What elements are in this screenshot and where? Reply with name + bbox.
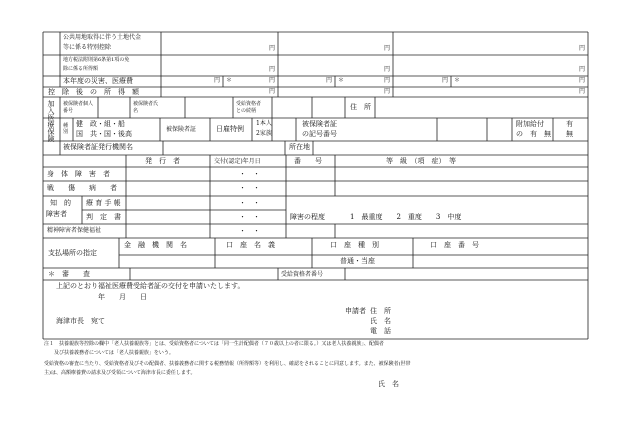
- benefit-yes-option[interactable]: 有: [566, 120, 573, 128]
- date-placeholder[interactable]: ・ ・: [239, 170, 260, 178]
- date-placeholder[interactable]: ・ ・: [239, 227, 260, 235]
- signature-label: 氏 名: [378, 380, 399, 388]
- relation-label-line2: との続柄: [236, 108, 257, 114]
- header-grade: 等 級 （項 症） 等: [386, 157, 456, 165]
- land-expropriation-label-line2: 等に係る特別控除: [63, 44, 112, 51]
- date-placeholder[interactable]: ・ ・: [239, 199, 260, 207]
- yen-unit: 円: [269, 77, 276, 84]
- application-date[interactable]: 年 月 日: [98, 293, 147, 301]
- war-injured-label: 戦 傷 病 者: [47, 184, 117, 192]
- local-tax-label: 地方税法附則第6条第1項の免: [63, 57, 130, 63]
- yen-unit: 円: [326, 77, 333, 84]
- degree-options[interactable]: 1 最重度 2 重度 3 中度: [350, 213, 462, 221]
- prev-year-medical-label: 本年度の災害、医療費: [63, 77, 133, 85]
- yen-unit: 円: [269, 66, 276, 73]
- insured-number-label: 被保険者個人番号: [63, 101, 94, 114]
- relation-label: 受給資格者: [236, 101, 262, 107]
- applicant-name-label: 氏 名: [370, 317, 391, 325]
- cert-symbol-label: 被保険者証: [302, 120, 337, 128]
- date-placeholder[interactable]: ・ ・: [239, 213, 260, 221]
- type-options-line2[interactable]: 国 共・国・後高: [76, 130, 132, 138]
- benefit-label: 附加給付: [516, 120, 544, 128]
- application-statement: 上記のとおり福祉医療費受給者証の交付を申請いたします。: [56, 282, 245, 290]
- type-options[interactable]: 健 政・組・船: [76, 120, 125, 128]
- yen-unit: 円: [384, 66, 391, 73]
- yen-unit: 円: [214, 77, 221, 84]
- payment-place-label: 支払場所の指定: [48, 249, 97, 257]
- yen-unit: 円: [384, 88, 391, 95]
- special-label: 日雇特例: [216, 125, 244, 133]
- type-label: 種別: [63, 123, 69, 135]
- intellectual-label-line2: 障害者: [46, 210, 67, 218]
- review-label: ＊ 審 査: [48, 270, 90, 278]
- local-tax-label-line2: 除に係る所得額: [63, 66, 99, 72]
- yen-unit: 円: [442, 77, 449, 84]
- yen-unit: 円: [579, 88, 586, 95]
- note-1-line2: 及び扶養義務者については「老人扶養親族」をいう。: [44, 350, 174, 356]
- benefit-no-option[interactable]: 無: [566, 130, 573, 138]
- applicant-label: 申請者: [345, 307, 366, 315]
- judgment-label: 判 定 書: [86, 213, 121, 221]
- insured-name-label: 被保険者氏名: [133, 101, 159, 114]
- consent-statement-line2: 主)は、高額療養費の請求及び受領について海津市長に委任します。: [44, 370, 196, 376]
- account-name-label: 口 座 名 義: [226, 241, 275, 249]
- family-label[interactable]: 2家族: [256, 130, 272, 137]
- yen-unit: 円: [579, 66, 586, 73]
- yen-unit: 円: [384, 45, 391, 52]
- yen-unit: 円: [269, 45, 276, 52]
- address-label: 住 所: [350, 103, 371, 111]
- addressee: 海津市長 宛て: [56, 317, 105, 325]
- land-expropriation-label: 公共用地取得に伴う土地代金: [63, 34, 142, 41]
- account-number-label: 口 座 番 号: [430, 241, 479, 249]
- care-handbook-label: 療 育 手 帳: [86, 199, 121, 207]
- yen-unit: 円: [269, 88, 276, 95]
- after-deduction-label: 控 除 後 の 所 得 額: [48, 88, 139, 96]
- account-type-options[interactable]: 普通・当座: [340, 257, 375, 265]
- bank-label: 金 融 機 関 名: [124, 241, 187, 249]
- issuer-label: 被保険者証発行機関名: [63, 143, 133, 151]
- date-placeholder[interactable]: ・ ・: [239, 184, 260, 192]
- applicant-address-label: 住 所: [370, 307, 391, 315]
- benefit-label-line2: の 有 無: [516, 130, 551, 138]
- header-date: 交付(認定)年月日: [214, 158, 261, 165]
- asterisk-mark: ＊: [226, 77, 233, 84]
- location-label: 所在地: [289, 143, 310, 151]
- yen-unit: 円: [384, 77, 391, 84]
- degree-label: 障害の程度: [290, 213, 325, 221]
- insurance-vertical-label: 加入医療保険: [47, 100, 55, 143]
- note-1: 注１ 扶養親族等控除の欄中「老人扶養親族等」とは、受給資格者については「同一生計配偶者（７０歳以上の者に限る。）又は老人扶養親族」、配偶者: [44, 341, 384, 347]
- cert-symbol-label-line2: の記号番号: [302, 130, 337, 138]
- insured-cert-label: 被保険者証: [166, 126, 197, 133]
- account-type-label: 口 座 種 別: [330, 241, 379, 249]
- consent-statement: 受給資格の審査に当たり、受給資格者及びその配偶者、扶養義務者に関する税務情報（所得額等）を利用し、確認をされることに同意します。また、被保険者(世帯: [44, 361, 411, 367]
- physical-disability-label: 身 体 障 害 者: [47, 170, 110, 178]
- person-count-label[interactable]: 1本人: [256, 120, 272, 127]
- header-issuer: 発 行 者: [145, 157, 180, 165]
- header-number: 番 号: [294, 157, 322, 165]
- yen-unit: 円: [579, 77, 586, 84]
- qualified-number-label: 受給資格者番号: [281, 271, 324, 278]
- applicant-phone-label: 電 話: [370, 327, 391, 335]
- asterisk-mark: ＊: [338, 77, 345, 84]
- yen-unit: 円: [579, 45, 586, 52]
- intellectual-label: 知 的: [50, 199, 71, 207]
- mental-health-label: 精神障害者保健福祉: [47, 227, 102, 234]
- asterisk-mark: ＊: [454, 77, 461, 84]
